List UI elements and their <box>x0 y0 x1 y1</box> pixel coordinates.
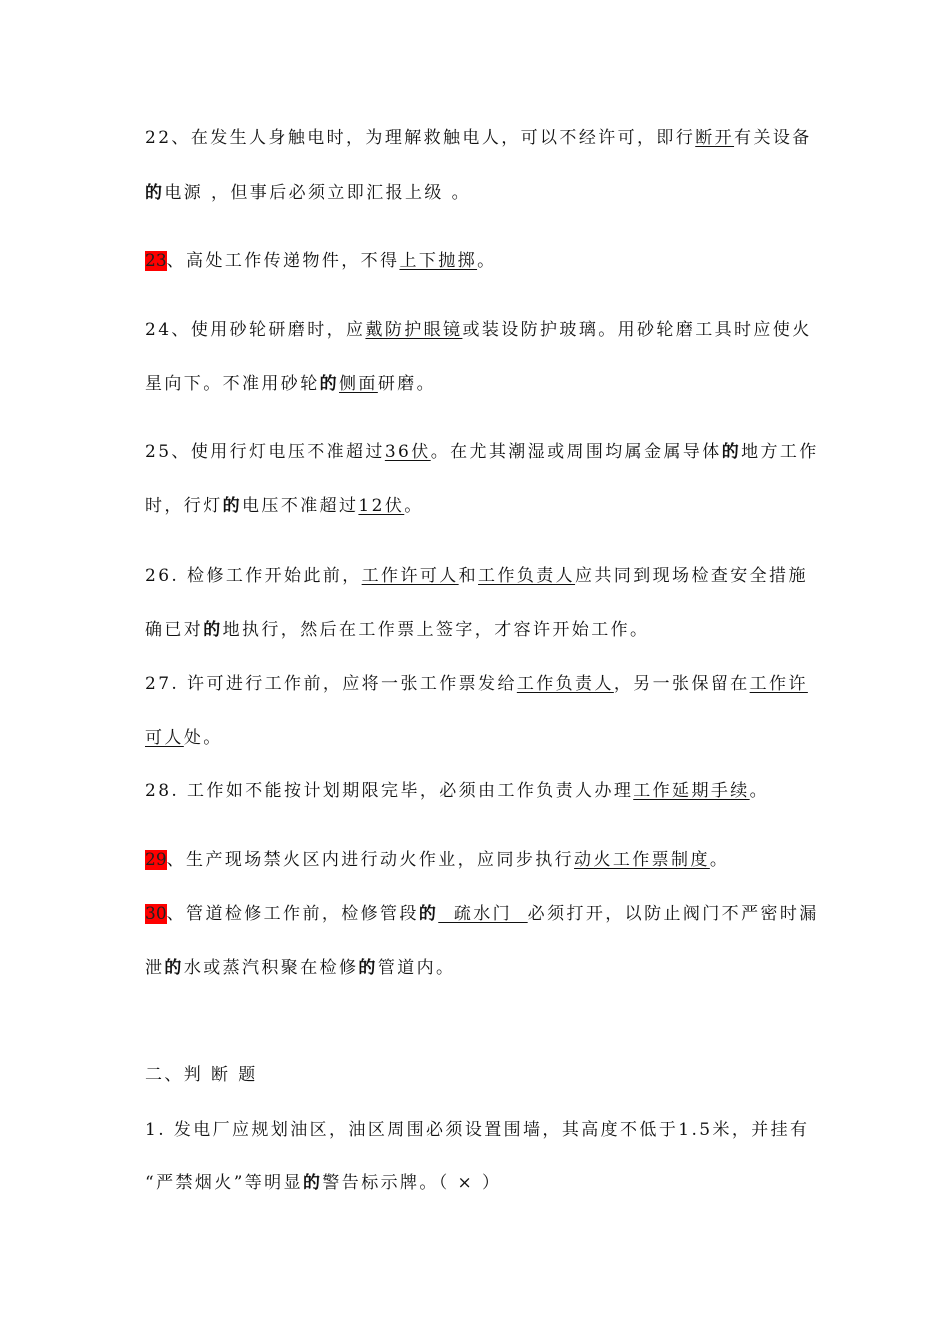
item-27-line-1: 27. 许可进行工作前，应将一张工作票发给工作负责人，另一张保留在工作许 <box>145 674 808 694</box>
answer-blank: 可人 <box>145 728 184 748</box>
item-25-line-2: 时，行灯的电压不准超过12伏。 <box>145 496 424 516</box>
item-27-line-2: 可人处。 <box>145 728 223 748</box>
answer-blank: 工作许 <box>749 674 808 694</box>
answer-blank: 工作负责人 <box>478 566 576 586</box>
answer-blank: 工作负责人 <box>516 674 614 694</box>
item-29: 29、生产现场禁火区内进行动火作业，应同步执行动火工作票制度。 <box>145 850 730 870</box>
item-25-line-1: 25、使用行灯电压不准超过36伏。在尤其潮湿或周围均属金属导体的地方工作 <box>145 442 819 462</box>
answer-blank: 侧面 <box>339 374 378 394</box>
answer-blank: 36伏 <box>384 442 431 462</box>
tf-item-1-line-1: 1. 发电厂应规划油区，油区周围必须设置围墙，其高度不低于1.5米，并挂有 <box>145 1120 810 1140</box>
item-24-line-1: 24、使用砂轮研磨时，应戴防护眼镜或装设防护玻璃。用砂轮磨工具时应使火 <box>145 320 812 340</box>
answer-blank: 工作许可人 <box>361 566 459 586</box>
answer-blank: 工作延期手续 <box>633 781 750 801</box>
item-22-line-1: 22、在发生人身触电时，为理解救触电人，可以不经许可，即行断开有关设备 <box>145 128 812 148</box>
item-24-line-2: 星向下。不准用砂轮的侧面研磨。 <box>145 374 437 394</box>
tf-item-1-line-2: “严禁烟火”等明显的警告标示牌。（ × ） <box>145 1173 502 1193</box>
answer-blank: 动火工作票制度 <box>574 850 710 870</box>
highlighted-number: 23 <box>145 251 167 271</box>
item-23: 23、高处工作传递物件，不得上下抛掷。 <box>145 251 497 271</box>
item-28: 28. 工作如不能按计划期限完毕，必须由工作负责人办理工作延期手续。 <box>145 781 770 801</box>
item-26-line-1: 26. 检修工作开始此前，工作许可人和工作负责人应共同到现场检查安全措施 <box>145 566 808 586</box>
section-heading-true-false: 二、判 断 题 <box>145 1065 258 1085</box>
highlighted-number: 29 <box>145 850 167 870</box>
answer-blank: 12伏 <box>358 496 405 516</box>
answer-blank: 断开 <box>695 128 735 148</box>
item-22-line-2: 的电源 ，但事后必须立即汇报上级 。 <box>145 183 472 203</box>
item-30-line-1: 30、管道检修工作前，检修管段的 疏水门 必须打开，以防止阀门不严密时漏 <box>145 904 819 924</box>
highlighted-number: 30 <box>145 904 167 924</box>
answer-blank: 上下抛掷 <box>399 251 478 271</box>
item-30-line-2: 泄的水或蒸汽积聚在检修的管道内。 <box>145 958 456 978</box>
answer-blank: 疏水门 <box>438 904 528 924</box>
item-26-line-2: 确已对的地执行，然后在工作票上签字，才容许开始工作。 <box>145 620 650 640</box>
answer-blank: 戴防护眼镜 <box>365 320 463 340</box>
